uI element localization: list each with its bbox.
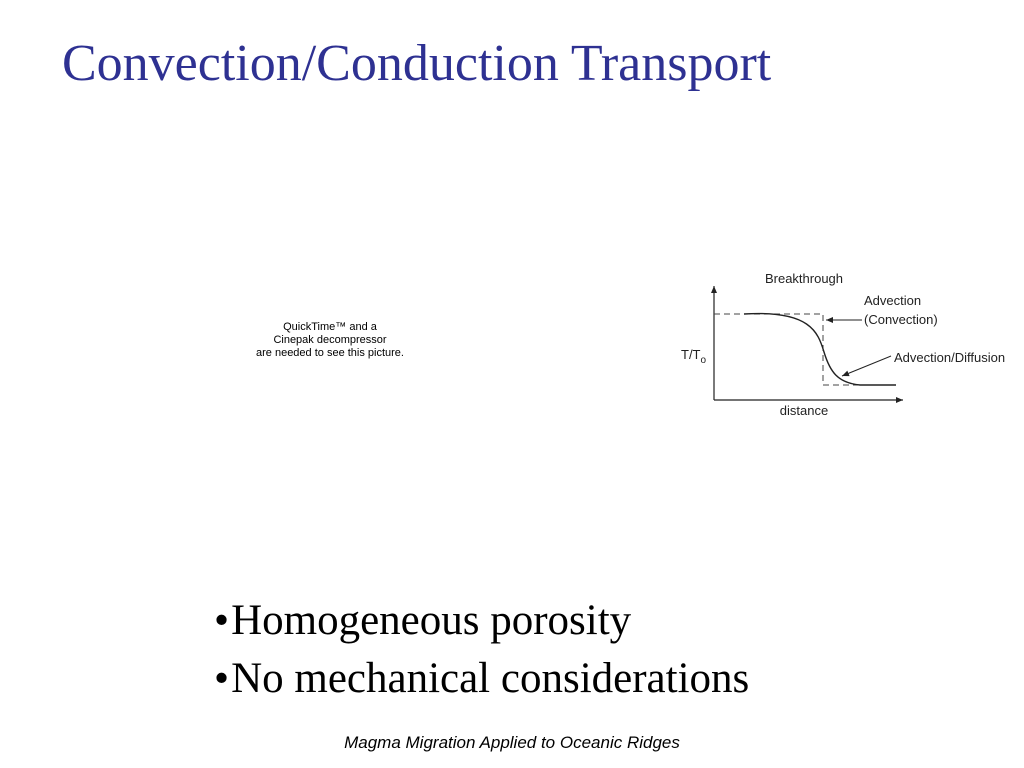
quicktime-placeholder (230, 321, 430, 360)
diffusion-pointer-arrow (842, 356, 891, 376)
bullet-item (214, 650, 749, 708)
bullet-item (214, 592, 749, 650)
quicktime-line-2: Cinepak decompressor (273, 334, 387, 346)
breakthrough-diagram (670, 262, 1024, 422)
bullet-list (214, 592, 749, 708)
bullet-text: Homogeneous porosity (231, 597, 632, 644)
y-axis-label: $T/T_o$ (681, 347, 707, 366)
diffusion-label: Advection/Diffusion (894, 350, 1006, 365)
bullet-text: No mechanical considerations (231, 655, 750, 702)
x-axis-label: distance (779, 403, 829, 418)
bullet-marker: • (214, 655, 230, 702)
bullet-marker: • (214, 597, 230, 644)
slide-title: Convection/Conduction Transport (62, 35, 772, 92)
advection-label-line-1: Advection (864, 293, 922, 308)
quicktime-line-3: are needed to see this picture. (256, 347, 404, 359)
advection-label-line-2: (Convection) (864, 312, 938, 327)
breakthrough-svg (670, 262, 1024, 422)
quicktime-line-1: QuickTime™ and a (283, 321, 377, 333)
slide-footer: Magma Migration Applied to Oceanic Ridges (344, 733, 680, 752)
diagram-title: Breakthrough (764, 271, 844, 286)
